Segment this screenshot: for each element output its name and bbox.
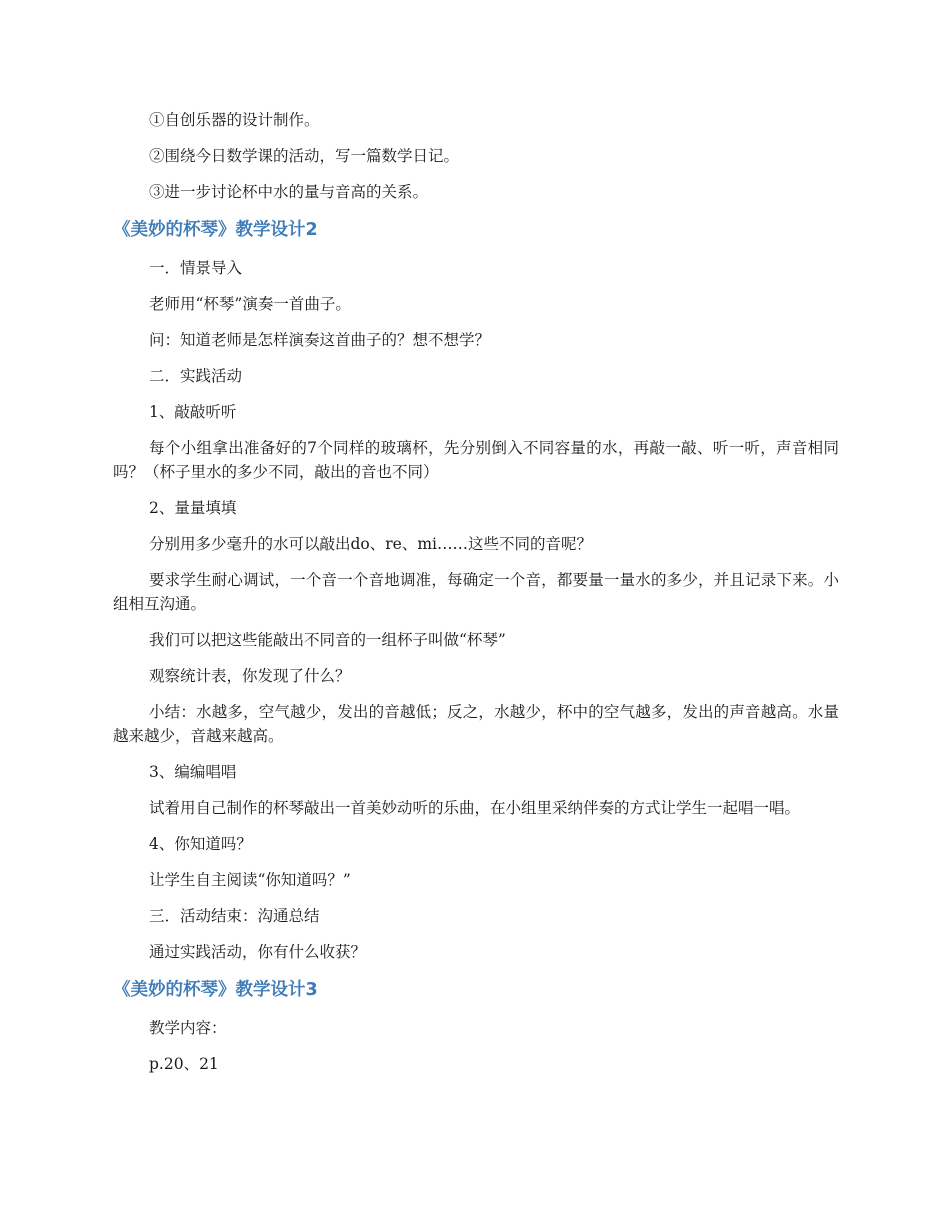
subheading: 2、量量填填 bbox=[149, 499, 237, 517]
subheading: 二．实践活动 bbox=[149, 367, 243, 385]
paragraph: p.20、21 bbox=[149, 1055, 219, 1073]
section-heading: 《美妙的杯琴》教学设计3 bbox=[113, 980, 318, 1000]
subheading: 一．情景导入 bbox=[149, 259, 243, 277]
paragraph: 试着用自己制作的杯琴敲出一首美妙动听的乐曲，在小组里采纳伴奏的方式让学生一起唱一唱。 bbox=[149, 799, 801, 817]
list-item: ③进一步讨论杯中水的量与音高的关系。 bbox=[149, 183, 429, 201]
subheading: 三．活动结束：沟通总结 bbox=[149, 907, 320, 925]
paragraph: 通过实践活动，你有什么收获？ bbox=[149, 943, 367, 961]
section-heading: 《美妙的杯琴》教学设计2 bbox=[113, 220, 318, 240]
paragraph: 问：知道老师是怎样演奏这首曲子的？想不想学？ bbox=[149, 331, 491, 349]
paragraph: 小结：水越多，空气越少，发出的音越低；反之，水越少，杯中的空气越多，发出的声音越高。水量越来越少，音越来越高。 bbox=[113, 703, 839, 745]
list-item: ②围绕今日数学课的活动，写一篇数学日记。 bbox=[149, 147, 460, 165]
paragraph: 要求学生耐心调试，一个音一个音地调准，每确定一个音，都要量一量水的多少，并且记录下来。小组相互沟通。 bbox=[113, 571, 839, 613]
paragraph: 老师用“杯琴”演奏一首曲子。 bbox=[149, 295, 351, 313]
subheading: 1、敲敲听听 bbox=[149, 403, 237, 421]
paragraph: 教学内容： bbox=[149, 1019, 227, 1037]
paragraph: 每个小组拿出准备好的7个同样的玻璃杯，先分别倒入不同容量的水，再敲一敲、听一听，声音相同吗？（杯子里水的多少不同，敲出的音也不同） bbox=[113, 439, 839, 481]
document-page bbox=[113, 108, 839, 1088]
list-item: ①自创乐器的设计制作。 bbox=[149, 111, 320, 129]
subheading: 4、你知道吗？ bbox=[149, 835, 252, 853]
paragraph: 让学生自主阅读“你知道吗？” bbox=[149, 871, 351, 889]
paragraph: 我们可以把这些能敲出不同音的一组杯子叫做“杯琴” bbox=[149, 631, 506, 649]
paragraph: 分别用多少毫升的水可以敲出do、re、mi……这些不同的音呢？ bbox=[149, 535, 592, 553]
paragraph: 观察统计表，你发现了什么？ bbox=[149, 667, 351, 685]
subheading: 3、编编唱唱 bbox=[149, 763, 237, 781]
